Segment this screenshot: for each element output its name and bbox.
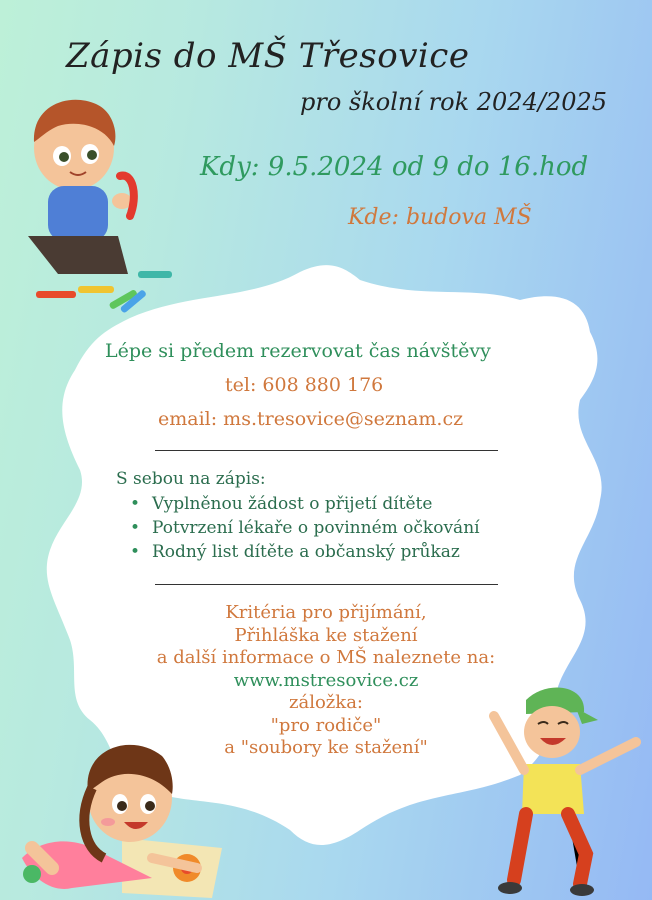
divider	[155, 450, 498, 451]
event-location: Kde: budova MŠ	[348, 205, 532, 230]
info-line: Přihláška ke stažení	[234, 624, 418, 646]
info-line: "pro rodiče"	[270, 714, 382, 736]
boy-playing-illustration	[18, 86, 168, 316]
girl-drawing-illustration	[12, 728, 222, 898]
reservation-note: Lépe si předem rezervovat čas návštěvy	[105, 340, 491, 362]
info-line: záložka:	[289, 692, 363, 713]
website-link[interactable]: www.mstresovice.cz	[233, 669, 419, 691]
phone-number: tel: 608 880 176	[225, 374, 384, 396]
info-line: a "soubory ke stažení"	[224, 737, 428, 758]
divider	[155, 584, 498, 585]
info-line: a další informace o MŠ naleznete na:	[156, 647, 496, 668]
bring-list	[130, 492, 480, 564]
list-item: • Rodný list dítěte a občanský průkaz	[130, 540, 480, 564]
email-address: email: ms.tresovice@seznam.cz	[158, 408, 464, 430]
event-date: Kdy: 9.5.2024 od 9 do 16.hod	[200, 152, 589, 182]
page-title: Zápis do MŠ Třesovice	[66, 36, 470, 76]
jumping-boy-illustration	[486, 684, 646, 900]
list-item: • Potvrzení lékaře o povinném očkování	[130, 516, 480, 540]
bring-list-title: S sebou na zápis:	[116, 469, 266, 489]
info-line: Kritéria pro přijímání,	[225, 602, 427, 623]
page-subtitle: pro školní rok 2024/2025	[300, 88, 607, 116]
list-item: • Vyplněnou žádost o přijetí dítěte	[130, 492, 480, 516]
